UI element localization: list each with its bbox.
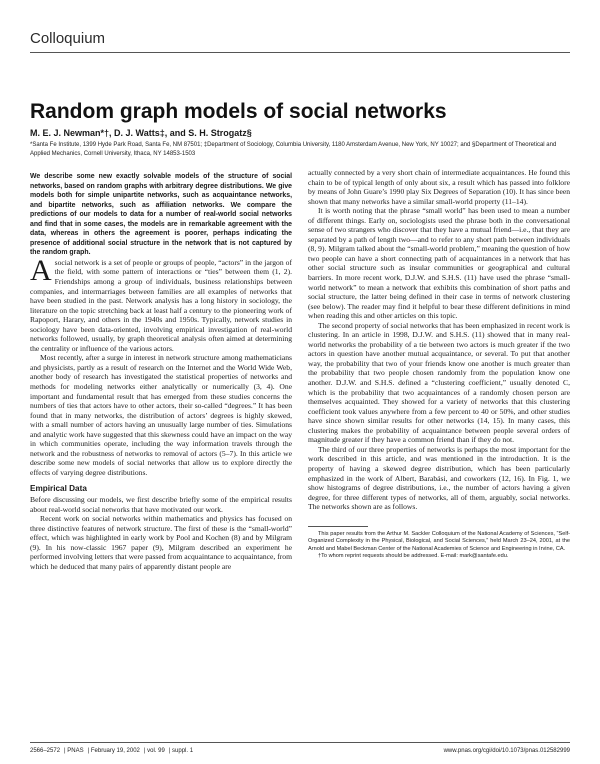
right-paragraph-1: actually connected by a very short chain of intermediate acquaintances. He found this chain to be of typical length of only about six, a result which has passed into folklore by means of John Guare’s 1990 play Six Degrees of Separation (10). It has since been shown that many networks have a similar small-world property (11–14). — [308, 168, 570, 206]
footnote-colloquium: This paper results from the Arthur M. Sackler Colloquium of the National Academy of Sciences, “Self-Organized Complexity in the Physical, Biological, and Social Sciences,” held March 23–24, 2001, at the Arnold and Mabel Beckman Center of the National Academies of Science and Engineering in Irvine, CA. — [308, 530, 570, 552]
footer-rule — [30, 742, 570, 743]
footer-pages: 2566–2572 — [30, 748, 61, 754]
paper-title: Random graph models of social networks — [30, 100, 447, 123]
intro-paragraph-1: Asocial network is a set of people or groups of people, “actors” in the jargon of the field, with some pattern of interactions or “ties” between them (1, 2). Friendships among a group of individuals, business relationships between companies, and intermarriages between families are all examples of networks that have been studied in the past. Network analysis has a long history in sociology, the literature on the topic stretching back at least half a century to the pioneering work of Rapoport, Harary, and others in the 1940s and 1950s. Typically, network studies in sociology have been data-oriented, involving empirical investigation of real-world networks followed, usually, by graph theoretical analysis often aimed at determining the centrality or influence of the various actors. — [30, 253, 292, 353]
section-heading-empirical-data: Empirical Data — [30, 483, 87, 493]
footer-volume: vol. 99 — [147, 748, 165, 754]
section-label: Colloquium — [30, 30, 106, 47]
author-list: M. E. J. Newman*†, D. J. Watts‡, and S. H. Strogatz§ — [30, 128, 252, 138]
right-column — [308, 168, 570, 561]
page-footer — [30, 748, 570, 754]
affiliations: *Santa Fe Institute, 1399 Hyde Park Road, Santa Fe, NM 87501; ‡Department of Sociology, Columbia University, 1180 Amsterdam Avenue, New York, NY 10027; and §Department of Theoretical and Applied Mechanics, Cornell University, Ithaca, NY 14853-1503 — [30, 142, 557, 157]
empirical-paragraph-1: Before discussing our models, we first describe briefly some of the empirical results about real-world social networks that have motivated our work. — [30, 495, 292, 514]
right-paragraph-2: It is worth noting that the phrase “small world” has been used to mean a number of different things. Early on, sociologists used the phrase both in the conversational sense of two strangers who discover that they have a mutual friend—i.e., that they are separated by a path of length two—and to refer to any short path between individuals (8, 9). Milgram talked about the “small-world problem,” meaning the question of how two people can have a short connecting path of acquaintances in a network that has other social structure such as insular communities or geographical and cultural barriers. In more recent work, D.J.W. and S.H.S. (11) have used the phrase “small-world network” to mean a network that exhibits this combination of short paths and social structure, the latter being defined in their case in terms of network clustering (see below). The reader may find it helpful to bear these different definitions in mind when reading this and other articles on this topic. — [308, 206, 570, 321]
left-column — [30, 172, 292, 571]
intro-paragraph-2: Most recently, after a surge in interest in network structure among mathematicians and physicists, partly as a result of research on the Internet and the World Wide Web, another body of research has investigated the statistical properties of networks and methods for modeling networks either analytically or numerically (3, 4). One important and fundamental result that has emerged from these studies concerns the numbers of ties that actors have to other actors, their so-called “degrees.” It has been found that in many networks, the distribution of actors’ degrees is highly skewed, with a small number of actors having an unusually large number of ties. Simulations and analytic work have suggested that this skewness could have an impact on the way in which communities operate, including the way information travels through the network and the robustness of networks to removal of actors (5–7). In this article we describe some new models of social networks that allow us to explore directly the effects of varying degree distributions. — [30, 353, 292, 477]
footer-doi-link[interactable]: www.pnas.org/cgi/doi/10.1073/pnas.012582999 — [443, 748, 570, 754]
footnote-rule — [308, 526, 368, 527]
drop-cap: A — [30, 253, 52, 287]
header-rule — [30, 52, 570, 53]
footnote-reprint: †To whom reprint requests should be addressed. E-mail: mark@santafe.edu. — [318, 553, 509, 560]
abstract: We describe some new exactly solvable models of the structure of social networks, based on random graphs with arbitrary degree distributions. We give models both for simple unipartite networks, such as acquaintance networks, and bipartite networks, such as affiliation networks. We compare the predictions of our models to data for a number of real-world social networks and find that in some cases, the models are in remarkable agreement with the data, whereas in others the agreement is poorer, perhaps indicating the presence of additional social structure in the network that is not captured by the random graph. — [30, 173, 292, 257]
footer-supplement: suppl. 1 — [172, 748, 194, 754]
right-paragraph-3: The second property of social networks that has been emphasized in recent work is clustering. In an article in 1998, D.J.W. and S.H.S. (11) showed that in many real-world networks the probability of a tie between two actors is much greater if the two actors in question have another mutual acquaintance, or several. To put that another way, the probability that two of your friends know one another is much greater than the probability that two people chosen randomly from the population know one another. D.J.W. and S.H.S. defined a “clustering coefficient,” usually denoted C, which is the probability that two acquaintances of a randomly chosen person are themselves acquainted. They showed for a variety of networks that this clustering coefficient took values anywhere from a few percent to 40 or 50%, and other studies have since shown similar results for other networks (14, 15). In many cases, this clustering makes the probability of acquaintance between people several orders of magnitude greater if they have a common friend than if they do not. — [308, 320, 570, 445]
empirical-paragraph-2: Recent work on social networks within mathematics and physics has focused on three distinctive features of network structure. The first of these is the “small-world” effect, which was highlighted in early work by Pool and Kochen (8) and by Milgram (9). In his now-classic 1967 paper (9), Milgram described an experiment he performed involving letters that were passed from acquaintance to acquaintance, from which he deduced that many pairs of apparently distant people are — [30, 514, 292, 571]
footer-date: February 19, 2002 — [90, 748, 140, 754]
right-paragraph-4: The third of our three properties of networks is perhaps the most important for the work described in this article, and was mentioned in the introduction. It is the property of having a skewed degree distribution, which has been particularly emphasized in the work of Albert, Barabási, and coworkers (12, 16). In Fig. 1, we show histograms of degree distributions, i.e., the number of actors having a given degree, for three different types of networks, all of them, arguably, social networks. The networks shown are as follows. — [308, 444, 570, 512]
footer-journal: PNAS — [67, 748, 84, 754]
footer-meta: 2566–2572 | PNAS | February 19, 2002 | vol. 99 | suppl. 1 — [30, 748, 194, 754]
